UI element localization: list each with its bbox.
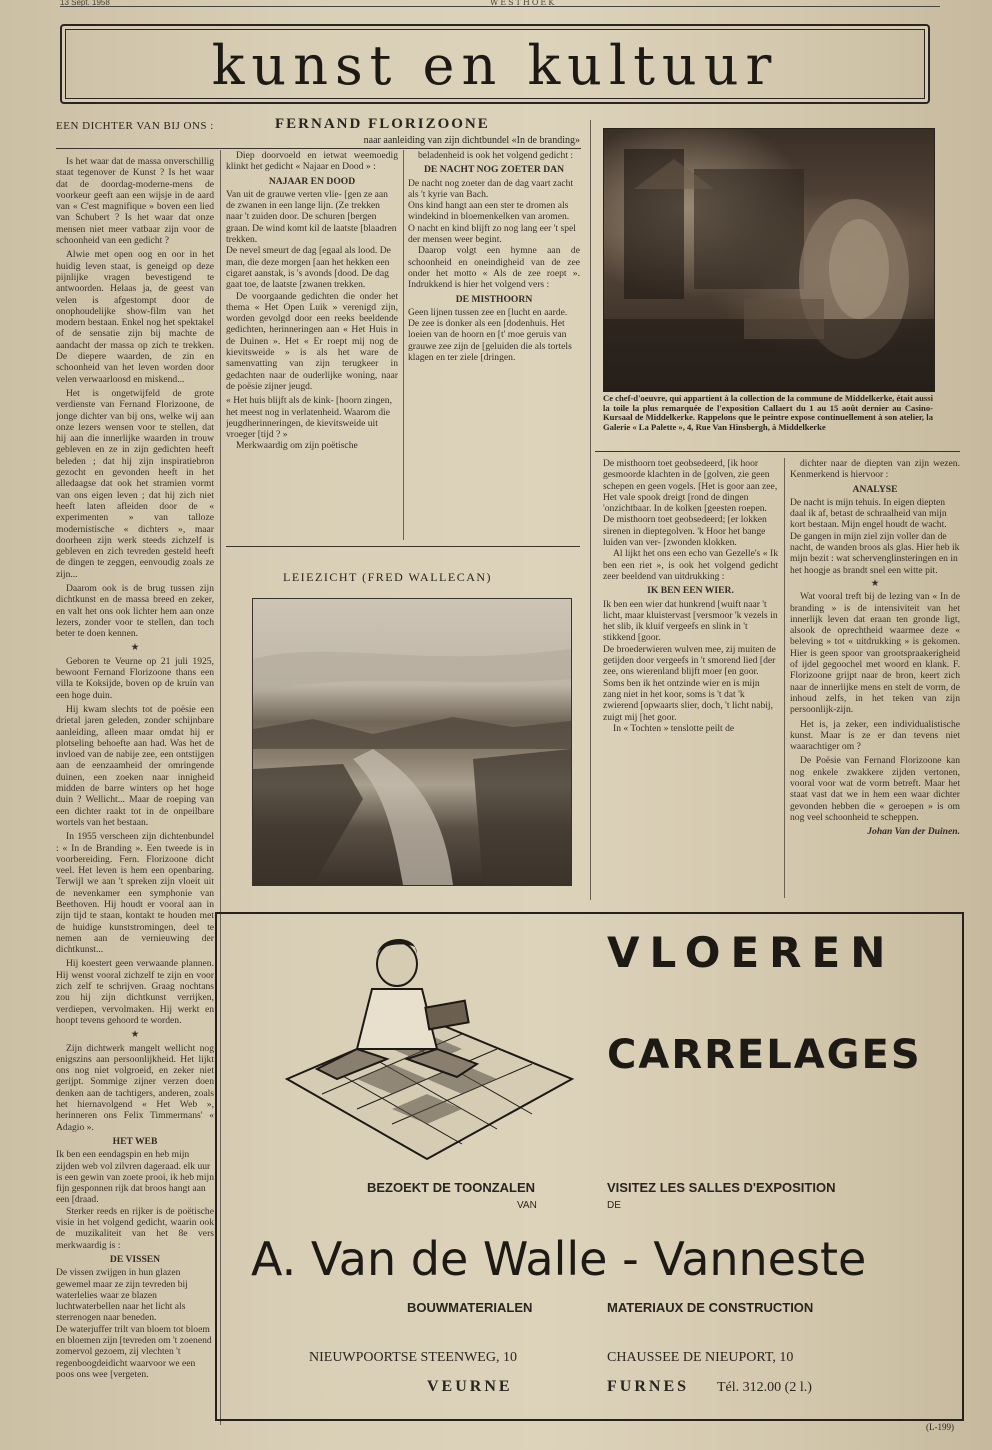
poem-title: IK BEN EEN WIER.: [647, 585, 734, 597]
poem-verse: O nacht en kind blijft zo nog lang eer 't spel der mensen weer begint.: [408, 222, 576, 246]
poem-title: ANALYSE: [852, 483, 898, 495]
leiezicht-painting: [252, 598, 572, 886]
column-rule: [590, 120, 591, 900]
painting-photo: [603, 128, 935, 392]
ad-headline-carrelages: CARRELAGES: [607, 1032, 922, 1078]
article-headline: FERNAND FLORIZOONE: [275, 116, 490, 132]
article-kicker: EEN DICHTER VAN BIJ ONS :: [56, 120, 214, 132]
header-rule: [60, 6, 940, 7]
paragraph: Al lijkt het ons een echo van Gezelle's « Ik ben een riet », is ook het volgend gedicht zeer beeldend van uitdrukking :: [603, 548, 778, 582]
advertisement: [215, 912, 964, 1421]
painting-caption: Ce chef-d'oeuvre, qui appartient à la collection de la commune de Middelkerke, était aussi la toile la plus remarquée de l'exposition Callaert du 1 au 15 août dernier au Casino-Kursaal de Middelkerke. Rappelons que le peintre expose continuellement à son atelier, la Galerie « La Palette », 4, Rue Van Hinsbergh, à Middelkerke: [603, 393, 933, 432]
ad-address-fr: CHAUSSEE DE NIEUPORT, 10: [607, 1350, 794, 1365]
paragraph: Daarop volgt een hymne aan de schoonheid en oneindigheid van de zee onder het motto « Als de zee roept ». Indrukkend is hier het volgend vers :: [408, 245, 580, 291]
ad-trade-fr: MATERIAUX DE CONSTRUCTION: [607, 1300, 814, 1315]
ad-city-fr: FURNES: [607, 1378, 690, 1395]
section-title: kunst en kultuur: [211, 34, 779, 97]
paragraph: Sterker reeds en rijker is de poëtische visie in het volgend gedicht, waarin ook de muzikaliteit van het 8e vers merkwaardig is :: [56, 1205, 214, 1251]
poem-verse: Van uit de grauwe verten vlie- [gen ze aan de zwanen in een lange lijn. (Ze trekken naar 't zuiden door. De schuren [bergen graan. De wind komt kil de laatste [blaadren trekken.: [226, 188, 397, 246]
ad-telephone: Tél. 312.00 (2 l.): [717, 1380, 812, 1395]
ad-reference-code: (L-199): [926, 1422, 954, 1432]
poem-title: DE NACHT NOG ZOETER DAN: [423, 164, 565, 176]
ad-visit-nl: BEZOEKT DE TOONZALEN: [367, 1180, 536, 1195]
section-rule: [595, 451, 960, 452]
article-column-5: [790, 458, 960, 898]
issue-date: 13 Sept. 1958: [60, 0, 110, 7]
poem-verse: Geen lijnen tussen zee en [lucht en aarde. De zee is donker als een [dodenhuis. Het loeien van de hoorn en [t' moe geruis van grauwe zee zijn de [geluiden die als tortels klagen en ter ziele [dringen.: [408, 306, 572, 364]
section-banner: [60, 24, 930, 104]
paragraph: Het is ongetwijfeld de grote verdienste van Fernand Florizoone, de jonge dichter van bij ons, welke wij aan onze lezers wensen voor te stellen, dat hij aan die innerlijke waarden in trouw gebleven en ze in zijn gedichten heeft beleden ; dat hij zijn inspiratiebron gezocht en gevonden heeft in het alledaagse dat ook het stramien vormt van ons eigen leven ; dat hij zich niet heeft laten afleiden door de « experimenten » van talloze modernistische « dichters », maar doorheen zijn werk steeds zichzelf is gebleven en zich tevreden gesteld heeft de dingen te zeggen, eenvoudig zoals ze zijn...: [56, 387, 214, 580]
ad-visit-fr: VISITEZ LES SALLES D'EXPOSITION: [607, 1180, 836, 1195]
tile-layer-illustration: [277, 929, 577, 1169]
newspaper-name: WESTHOEK: [490, 0, 557, 7]
paragraph: Geboren te Veurne op 21 juli 1925, bewoont Fernand Florizoone thans een villa te Koksijde, boven op de kruin van een hoge duin.: [56, 655, 214, 701]
poem-verse: De misthoorn toet geobsedeerd, [ik hoor gesmoorde klachten in de [golven, zie geen schepen en geen vogels. [Het is goor aan zee, Het vale spook dreigt [rond de dingen 'onzichtbaar. In de kolken [geesten roepen. De misthoorn toet geobsedeerd; [er lokken sirenen in dieptegolven. 'k Hoor het bange luiden van ver- [zwonden klokken.: [603, 458, 778, 549]
poem-verse: De vissen zwijgen in hun glazen gewemel maar ze zijn tevreden bij waterlelies waar ze blazen luchtwaterbellen naar het licht als sterrenogen naar beneden.: [56, 1267, 188, 1324]
star-divider: ★: [130, 642, 140, 654]
poem-title: HET WEB: [112, 1135, 158, 1147]
page-header: [60, 0, 940, 6]
leiezicht-title: LEIEZICHT (FRED WALLECAN): [283, 570, 493, 584]
column-rule: [403, 150, 404, 540]
poem-title: DE VISSEN: [109, 1253, 161, 1265]
paragraph: Diep doorvoeld en ietwat weemoedig klinkt het gedicht « Najaar en Dood » :: [226, 150, 398, 173]
poem-verse: Ons kind hangt aan een ster te dromen als windekind in bloemenkelken van aromen.: [408, 200, 570, 223]
star-divider: ★: [870, 577, 880, 589]
paragraph: In « Tochten » tenslotte peilt de: [613, 722, 735, 734]
article-column-4: [603, 458, 778, 898]
ad-visit-nl-van: VAN: [517, 1200, 537, 1211]
poem-verse: De nacht nog zoeter dan de dag vaart zacht als 't kyrie van Bach.: [408, 177, 574, 200]
poem-verse: Ik ben een eendagspin en heb mijn zijden web vol zilvren dageraad. elk uur is een gewin van zoete prooi, ik heb mijn fijn gesponnen rijk dat broos hangt aan een [draad.: [56, 1149, 214, 1206]
poem-verse: De waterjuffer trilt van bloem tot bloem en bloemen zijn [tevreden om 't zoenend zomervol gezoem, zij vlechten 't regenboogdeidicht waarvoor we een poos ons wee [vergeten.: [56, 1323, 212, 1380]
poem-verse: De nevel smeurt de dag [egaal als lood. De man, die deze morgen [aan het hekken een cigaret aanstak, is 's avonds [dood. De dag gaat toe, de laatste [zwanen trekken.: [226, 245, 391, 291]
article-column-3: [408, 150, 580, 540]
paragraph: Wat vooral treft bij de lezing van « In de branding » is de intensiviteit van het innerlijk leven dat eraan ten gronde ligt, alsook de oprechtheid waarmee deze « beleving » tot « uitdrukking » is gekomen. Hier is geen spoor van grootspraakerigheid of ijdel gegoochel met woord en klank. F. Florizoone grijpt naar de bron, keert zich naar de innerlijke mens en stelt de vorm, de inhoud zelfs, in het teken van zijn persoonlijk-zijn.: [790, 591, 960, 716]
ad-visit-fr-de: DE: [607, 1200, 621, 1211]
paragraph: Is het waar dat de massa onverschillig staat tegenover de Kunst ? Is het waar dat de doordag-moderne-mens de voorkeur geeft aan een wijsje in de aard van « C'est magnifique » boven een lied van Schubert ? Is het waar dat onze mensen niet meer vatbaar zijn voor de schoonheid van een gedicht ?: [56, 156, 214, 247]
paragraph: Hij kwam slechts tot de poësie een drietal jaren geleden, zonder schijnbare aanleiding, alleen maar omdat hij er plotseling behoefte aan had. Was het de invloed van de nabije zee, een ontstijgen aan de eenzaamheid der omringende duinen, een zoeken naar innigheid midden de barre winters op het hoge duin ? Wellicht... Maar de roeping van een dichter raakt tot in de onpeilbare wortels van het bestaan.: [56, 703, 214, 828]
paragraph: Daarom ook is de brug tussen zijn dichtkunst en de massa breed en zeker, en valt het ons ook lichter hem aan onze lezers, zonder voor te stellen, dan toch beter te doen kennen.: [56, 582, 214, 640]
poem-verse: « Het huis blijft als de kink- [hoorn zingen, het meest nog in verlatenheid. Waarom die jeugdherinneringen, de kievitsweide uit vroeger [tijd ? »: [226, 395, 392, 441]
paragraph: Zijn dichtwerk mangelt wellicht nog enigszins aan persoonlijkheid. Het lijkt ons nog niet volgroeid, en zeker niet gerijpt. Sommige zijner verzen doen denken aan de tachtigers, anderen, zoals het hiernavolgend « Het Web », herinneren ons Felix Timmermans' « Adagio ».: [56, 1042, 214, 1133]
paragraph: De Poësie van Fernand Florizoone kan nog enkele zwakkere zijden vertonen, vooral voor wat de vorm betreft. Maar het staat vast dat we in hem een waar dichter gevonden hebben die « geroepen » is om nog veel schoonheid te scheppen.: [790, 755, 960, 823]
paragraph: De voorgaande gedichten die onder het thema « Het Open Luik » verenigd zijn, worden gevolgd door een reeks beeldende gedichten, herinneringen aan « Het Huis in de Duinen ». Het « Er roept mij nog de kievitsweide » is als het ware de samenvatting van zijn terugkeer in gedachten naar de ouderlijke woning, naar de poësie zijner jeugd.: [226, 290, 398, 392]
ad-headline-vloeren: VLOEREN: [607, 928, 896, 977]
author-signature: Johan Van der Duinen.: [867, 826, 960, 838]
article-column-1: [56, 156, 214, 1431]
poem-verse: De nacht is mijn tehuis. In eigen diepten daal ik af, betast de schraalheid van mijn kort bestaan. Mijn engel houdt de wacht. De gangen in mijn ziel zijn voller dan de nacht, de wanden broos als glas. Hier heb ik mijn bezit : wat schervenglinsteringen en in het hoogje as brandt snel een witte pit.: [790, 496, 960, 576]
article-column-2: [226, 150, 398, 540]
poem-verse: Ik ben een wier dat hunkrend [wuift naar 't licht, maar kluistervast [versmoor 'k vezels in het slib, ik kluif vergeefs en slink in 't stikkend [goor.: [603, 598, 778, 644]
river-landscape-illustration: [253, 599, 571, 885]
paragraph: Het is, ja zeker, een individualistische kunst. Maar is ze er dan tevens niet waarachtiger om ?: [790, 718, 960, 753]
headline-rule: [56, 148, 581, 149]
paragraph: beladenheid is ook het volgend gedicht :: [418, 150, 574, 161]
ad-trade-nl: BOUWMATERIALEN: [407, 1300, 533, 1315]
column-rule: [784, 458, 785, 898]
ad-company-name: A. Van de Walle - Vanneste: [251, 1232, 867, 1286]
poem-title: NAJAAR EN DOOD: [268, 175, 356, 187]
article-subhead: naar aanleiding van zijn dichtbundel «In de branding»: [363, 135, 580, 146]
paragraph: dichter naar de diepten van zijn wezen. Kenmerkend is hiervoor :: [790, 458, 960, 481]
paragraph: Merkwaardig om zijn poëtische: [236, 440, 358, 452]
ad-city-nl: VEURNE: [427, 1378, 513, 1395]
section-rule: [226, 546, 580, 547]
paragraph: Alwie met open oog en oor in het huidig leven staat, is geneigd op deze pijnlijke vragen bevestigend te antwoorden. Helaas ja, de geest van velen is afgestompt door de onophoudelijke show-film van het modern bestaan. Enkel nog het spektakel of de sensatie zijn bij machte de aandacht der massa op zich te trekken. De diepere waarden, de zin en schoonheid van het leven worden door velen verwaarloosd en miskend...: [56, 249, 214, 385]
painting-interior-illustration: [604, 129, 934, 391]
poem-title: DE MISTHOORN: [455, 293, 533, 305]
star-divider: ★: [130, 1029, 140, 1041]
paragraph: Hij koestert geen verwaande plannen. Hij wenst vooral zichzelf te zijn en voor zich zelf te schrijven. Graag nochtans zou hij zijn dichtkunst verrijken, verdiepen, vervolmaken. Hij werkt en hoopt tevens gehoord te worden.: [56, 958, 214, 1026]
poem-verse: De broederwieren wulven mee, zij muiten de getijden door vergeefs in 't smorend lied [der zee, ons wierenland blijft moer [en goor. Soms ben ik het ontzinde wier en is mijn zang niet in het koor, soms is 't dat 'k zwierend [opwaarts slier, doch, 't licht nabij, zuigt mij [het goor.: [603, 643, 776, 723]
ad-address-nl: NIEUWPOORTSE STEENWEG, 10: [309, 1350, 517, 1365]
paragraph: In 1955 verscheen zijn dichtenbundel : « In de Branding ». Een tweede is in voorbereiding. Fern. Florizoone dicht veel. Het leven is hem een openbaring. Terwijl we aan 't spreken zijn vloeit uit de nevenkamer een symphonie van Beethoven. Hij houdt er vooral aan in zijn tijd te staan, kontakt te houden met de huidige kunststromingen, deel te nemen aan de vernieuwing der dichtkunst...: [56, 831, 214, 956]
